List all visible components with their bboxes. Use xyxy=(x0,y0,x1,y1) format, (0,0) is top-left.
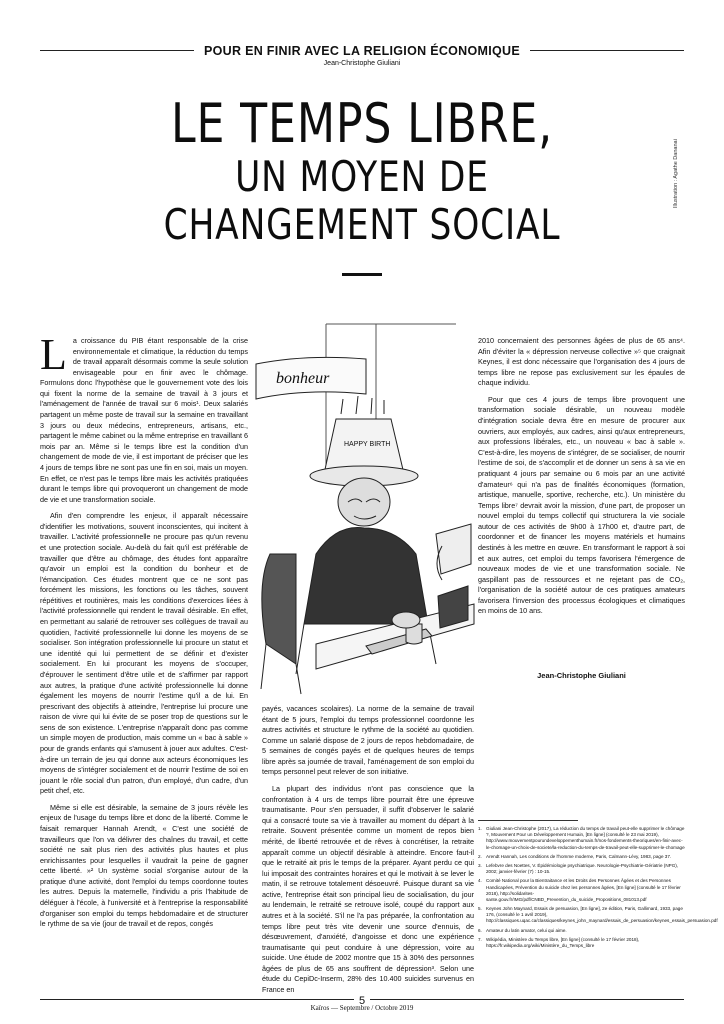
title-separator xyxy=(342,273,382,276)
page-number: 5 xyxy=(0,991,724,1009)
banner-text: bonheur xyxy=(276,370,330,387)
article-signature: Jean-Christophe Giuliani xyxy=(537,671,626,680)
paragraph: La plupart des individus n'ont pas conscience que la confrontation à 4 urs de temps libre pourrait être une épreuve traumatisante. Pour s'en persuader, il suffit d'observer le salarié qui a consacré toute sa vie à travailler au moment du départ à la retraite. Souvent présentée comme un moment de repos bien mérité, de liberté retrouvée et de rêves à concrétiser, la retraite apparaît comme un objectif désirable à atteindre. Encore faut-il que le retraité ait pris le temps de la préparer. Ayant perdu ce qui lui imposait des contraintes horaires et qui le motivait à se lever le matin, il se retrouve totalement désoeuvré. Puisque durant sa vie active, l'entreprise était son principal lieu de socialisation, du jour au lendemain, le retraité se retrouve isolé, coupé du rapport aux autres et à la société. S'il ne l'a pas préparée, la confrontation au temps libre peut très vite devenir une source d'ennuis, de désœuvrement, d'anxiété, d'angoisse et donc une expérience traumatisante qui peut conduire à une dépression, voire au suicide. Une étude de 2002 montre que 15 à 30% des personnes âgées de plus de 65 ans souffrent de dépression³. Selon une étude du CepiDc-Inserm, 28% des 10.400 suicides survenus en France en xyxy=(262,784,474,995)
paragraph: Pour que ces 4 jours de temps libre provoquent une transformation sociale désirable, un nouveau modèle d'intégration sociale devra être en mesure de procurer aux ouvriers, aux employés, aux cadres, ainsi qu'aux entrepreneurs, aux professions libérales, etc., un nouveau « bac à sable ». C'est-à-dire, les moyens de s'intégrer, de se socialiser, de nourrir l'estime de soi, de s'accomplir et de donner un sens à sa vie en pratiquant 4 jours par semaine ou 6 mois par an une activité d'amateur⁶ qui n'a pas de finalités économiques (formation, artistique, manuelle, sportive, recherche, etc.). Un ministère du Temps libre⁷ devrait avoir la mission, d'une part, de proposer un nouvel emploi du temps collectif qui structurera la vie sociale autour de ces activités de 9h00 à 17h00 et, d'autre part, de coordonner et de financer les moyens matériels et humains destinés à les mettre en œuvre. En transformant le rapport à soi et aux autres, cet emploi du temps favorisera l'émergence de nouveaux modes de vie et une transformation sociale. Ne gaspillant pas de ressources et ne rejetant pas de CO₂, l'organisation de la société autour de ces pratiques amateurs favorisera l'inversion des processus écologiques et climatiques en moins de 10 ans. xyxy=(478,394,685,616)
article-column-3 xyxy=(478,336,685,683)
illustration-credit: Illustration : Agathe Dananai xyxy=(673,139,679,208)
illustration-drawing xyxy=(256,324,474,696)
article-column-1 xyxy=(40,330,248,929)
footnote: 1. Giuliani Jean-Christophe (2017), La réduction du temps de travail peut-elle supprimer le chômage ?, Mouvement Pour un Développement Humain, [En ligne] (consulté le 23 mai 2019), http://www.mouvementpourundeveloppementhumain.fr/nos-fondements-theoriques/en-finir-avec-le-chomage-un-choix-de-societe/la-reduction-du-temps-de-travail-peut-elle-supprimer-le-chomage xyxy=(478,826,685,850)
footnote: 7. Wikipédia, Ministère du Temps libre, [En ligne] (consulté le 17 février 2018), https://fr.wikipedia.org/wiki/Ministère_du_Temps_libre xyxy=(478,936,640,948)
footnote: 5. Keynes John Maynard, Essais de persuasion, [En ligne], 2e édition, Paris, Gallimard, 1933, page 176, (consulté le 1 avril 2019), http://classiques.uqac.ca/classiques/keynes_john_maynard/essais_de_persuasion/keynes_essais_persuasion.pdf xyxy=(478,906,718,924)
rubric: POUR EN FINIR AVEC LA RELIGION ÉCONOMIQUE xyxy=(0,42,724,60)
footnotes xyxy=(478,826,718,952)
drop-cap: L xyxy=(40,330,67,379)
header-author: Jean-Christophe Giuliani xyxy=(323,60,401,67)
article-column-2 xyxy=(262,704,474,1004)
notes-divider xyxy=(478,820,578,821)
footnote: 2. Arendt Hannah, Les conditions de l'homme moderne, Paris, Calmann-Lévy, 1983, page 37. xyxy=(478,853,672,859)
paragraph: Même si elle est désirable, la semaine de 3 jours révèle les enjeux de l'usage du temps libre et donc de la liberté. Comme le faisait remarquer Hannah Arendt, « C'est une société de travailleurs que l'on va délivrer des chaînes du travail, et cette société ne sait plus rien des activités plus hautes et plus enrichissantes pour lesquelles il vaudrait la peine de gagner cette liberté. »² Un système social s'organise autour de la pratique d'une activité, dont l'emploi du temps coordonne toutes les autres. Depuis la maternelle, l'individu a pris l'habitude de déléguer à l'école, à l'université et à l'entreprise la responsabilité d'organiser son emploi du temps hebdomadaire et de structurer le rythme de sa vie (jour de travail et de repos, congés xyxy=(40,802,248,929)
footnote: 3. Lefebvre des Noettes, V. Épidémiologie psychiatrique. Neurologie-Psychiatrie-Gériatrie (NPG), 2002; janvier-février (7) : 10-15. xyxy=(478,862,679,875)
paragraph: payés, vacances scolaires). La norme de la semaine de travail étant de 5 jours, l'emploi du temps professionnel coordonne les autres activités et structure le rythme de la société au quotidien. Comme un salarié dispose de 2 jours de repos hebdomadaire, de 5 semaines de congés payés et de quelques heures de temps libre après sa journée de travail, l'aménagement de son emploi du temps personnel peut relever de son initiative. xyxy=(262,704,474,777)
paragraph: Afin d'en comprendre les enjeux, il apparaît nécessaire d'identifier les motivations, souvent inconscientes, qui incitent à travailler. L'activité professionnelle ne procure pas qu'un revenu et une protection sociale. Au-delà du fait qu'il est préférable de travailler que d'être au chômage, des études font apparaître qu'avoir un emploi est la condition du bonheur et de l'émancipation. Ces études montrent que ce ne sont pas forcément les missions, les fonctions ou les tâches, souvent répétitives et routinières, mais les conditions d'exercices liées à l'activité professionnelle qui rendent le travail désirable. En effet, en permettant au salarié de retrouver ses collègues de travail au quotidien, l'activité professionnelle lui donne les moyens de se socialiser. Son intégration professionnelle lui procure un statut et une identité qui lui permettent de se définir et d'exister socialement. En lui procurant les moyens de s'occuper, d'éprouver le sentiment d'être utile et de s'affirmer par rapport aux autres, la pratique d'une activité professionnelle lui donne également les moyens de nourrir l'estime qu'il a de lui. En prescrivant des objectifs à atteindre, l'entreprise lui procure une raison de vivre qui lui évite de se poser trop de questions sur le sens de son existence. L'entreprise n'apparaît donc pas comme un simple moyen de production, mais comme un « bac à sable » pour de grands enfants qui s'amusent à jouer aux adultes. C'est-à-dire un terrain de jeu qui donne aux acteurs économiques les moyens de s'intégrer socialement et de nourrir l'estime de soi en jouant le rôle social d'un patron, d'un employé, d'un cadre, d'un petit chef, etc. xyxy=(40,511,248,796)
title-line-1: LE TEMPS LIBRE, xyxy=(170,92,554,155)
footnote: 6. Amateur du latin amator, celui qui aime. xyxy=(478,927,567,933)
paragraph: 2010 concernaient des personnes âgées de plus de 65 ans⁴. Afin d'éviter la « dépression nerveuse collective »⁵ que craignait Keynes, il est donc nécessaire que l'organisation des 4 jours de temps libre ne repose pas exclusivement sur les épaules de chaque individu. xyxy=(478,336,685,388)
hat-text: HAPPY BIRTH xyxy=(344,441,391,448)
title-line-2: UN MOYEN DE xyxy=(235,152,489,201)
paragraph: La croissance du PIB étant responsable de la crise environnementale et climatique, la réduction du temps de travail apparaît désormais comme la seule solution envisageable pour en finir avec le chômage. Formulons donc l'hypothèse que le gouvernement vote des lois qui fixent la norme de la semaine de travail à 3 jours et l'aménagement de l'année de travail sur 6 mois¹. Deux salariés partagent un même poste de travail sur la semaine en travaillant 3 jours ou deux médecins, entrepreneurs, artisans, etc., partagent le même cabinet ou la même entreprise en travaillant 6 mois par an. Même si le temps libre est la condition d'un changement de mode de vie, il est important de préciser que les 4 jours de temps libre ne sont pas une fin en soi, mais un moyen. En effet, ce n'est pas le temps libre mais les activités pratiquées durant le temps libre qui provoqueront un changement de mode de vie et une transformation sociale. xyxy=(40,330,248,504)
footnote: 4. Comité National pour la Bientraitance et les Droits des Personnes Âgées et des Personnes Handicapées, Prévention du suicide chez les personnes âgées, [En ligne] (consulté le 17 février 2018), http://solidarites-sante.gouv.fr/IMG/pdf/CNBD_Prevention_du_suicide_Propositions_081013.pdf xyxy=(478,878,681,902)
publication-footer: Kaïros — Septembre / Octobre 2019 xyxy=(310,1004,414,1012)
title-line-3: CHANGEMENT SOCIAL xyxy=(163,200,561,249)
